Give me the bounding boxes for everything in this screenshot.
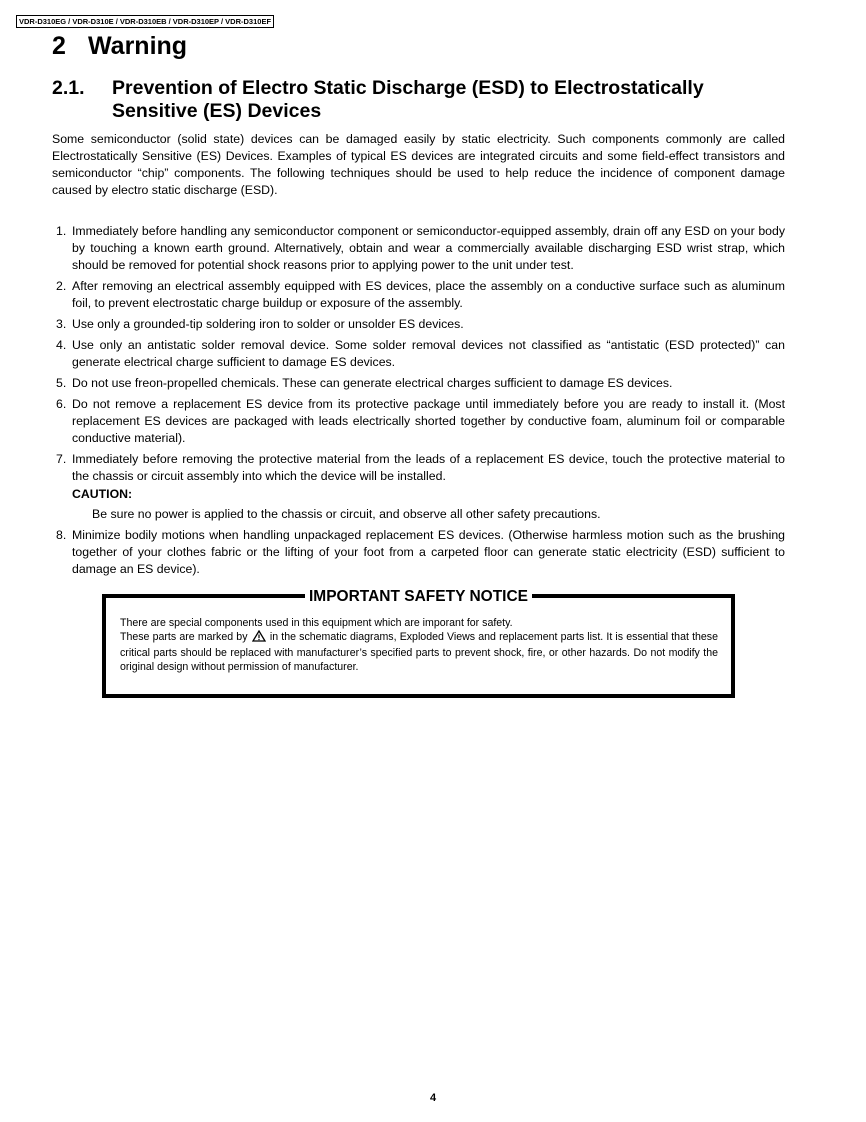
notice-line-2 [120,630,718,674]
page-number: 4 [429,1092,437,1104]
list-item [52,527,785,578]
list-item [52,223,785,274]
caution-label: CAUTION: [72,487,133,501]
model-header: VDR-D310EG / VDR-D310E / VDR-D310EB / VDR-D310EP / VDR-D310EF [16,15,274,28]
item-number: 6. [56,397,67,411]
warning-triangle-icon [252,630,266,646]
item-number: 1. [56,224,67,238]
notice-line-2-end: in the schematic diagrams, Exploded Views and replacement parts list. It is essential that these critical parts should be replaced with manufacturer’s specified parts to prevent shock, fire, or other hazards. Do not modify the original design without permission of manufacturer. [120,631,718,673]
notice-line-2-start: These parts are marked by [120,631,248,643]
list-item [52,451,785,523]
item-text: After removing an electrical assembly equipped with ES devices, place the assembly on a conductive surface such as aluminum foil, to prevent electrostatic charge buildup or exposure of the assembly. [72,279,785,310]
item-text: Do not use freon-propelled chemicals. These can generate electrical charges sufficient to damage ES devices. [72,376,673,390]
chapter-number: 2 [52,32,66,60]
item-number: 3. [56,317,67,331]
item-number: 4. [56,338,67,352]
list-item [52,337,785,371]
list-item [52,375,785,392]
section-heading [52,77,772,123]
section-number: 2.1. [52,77,85,99]
safety-notice-box [102,588,735,698]
item-text: Immediately before removing the protective material from the leads of a replacement ES device, touch the protective material to the chassis or circuit assembly into which the device will be installed. [72,452,785,483]
caution-text: Be sure no power is applied to the chassis or circuit, and observe all other safety precautions. [92,507,601,521]
item-number: 7. [56,452,67,466]
section-title: Prevention of Electro Static Discharge (ESD) to Electrostatically Sensitive (ES) Devices [112,77,704,122]
list-item [52,278,785,312]
item-number: 5. [56,376,67,390]
item-number: 2. [56,279,67,293]
item-text: Use only an antistatic solder removal device. Some solder removal devices not classified as “antistatic (ESD protected)” can generate electrical charge sufficient to damage ES devices. [72,338,785,369]
chapter-heading [52,30,187,62]
notice-line-1: There are special components used in this equipment which are imporant for safety. [120,617,513,629]
notice-title [106,589,731,605]
item-text: Use only a grounded-tip soldering iron to solder or unsolder ES devices. [72,317,464,331]
item-number: 8. [56,528,67,542]
intro-paragraph: Some semiconductor (solid state) devices can be damaged easily by static electricity. Such components commonly are called Electrostatically Sensitive (ES) Devices. Examples of typical ES devices are integrated circuits and some field-effect transistors and semiconductor “chip” components. The following techniques should be used to help reduce the incidence of component damage caused by electro static discharge (ESD). [52,132,785,197]
esd-steps-list [52,223,785,582]
chapter-title: Warning [88,32,188,60]
notice-body [120,616,718,674]
item-text: Do not remove a replacement ES device from its protective package until immediately before you are ready to install it. (Most replacement ES devices are packaged with leads electrically shorted together by conductive foam, aluminum foil or comparable conductive material). [72,397,785,445]
item-text: Immediately before handling any semiconductor component or semiconductor-equipped assembly, drain off any ESD on your body by touching a known earth ground. Alternatively, obtain and wear a commercially available discharging ESD wrist strap, which should be removed for potential shock reasons prior to applying power to the unit under test. [72,224,785,272]
list-item [52,396,785,447]
list-item [52,316,785,333]
item-text: Minimize bodily motions when handling unpackaged replacement ES devices. (Otherwise harmless motion such as the brushing together of your clothes fabric or the lifting of your foot from a carpeted floor can generate static electricity (ESD) sufficient to damage an ES device). [72,528,785,576]
notice-title-text: IMPORTANT SAFETY NOTICE [305,588,532,605]
